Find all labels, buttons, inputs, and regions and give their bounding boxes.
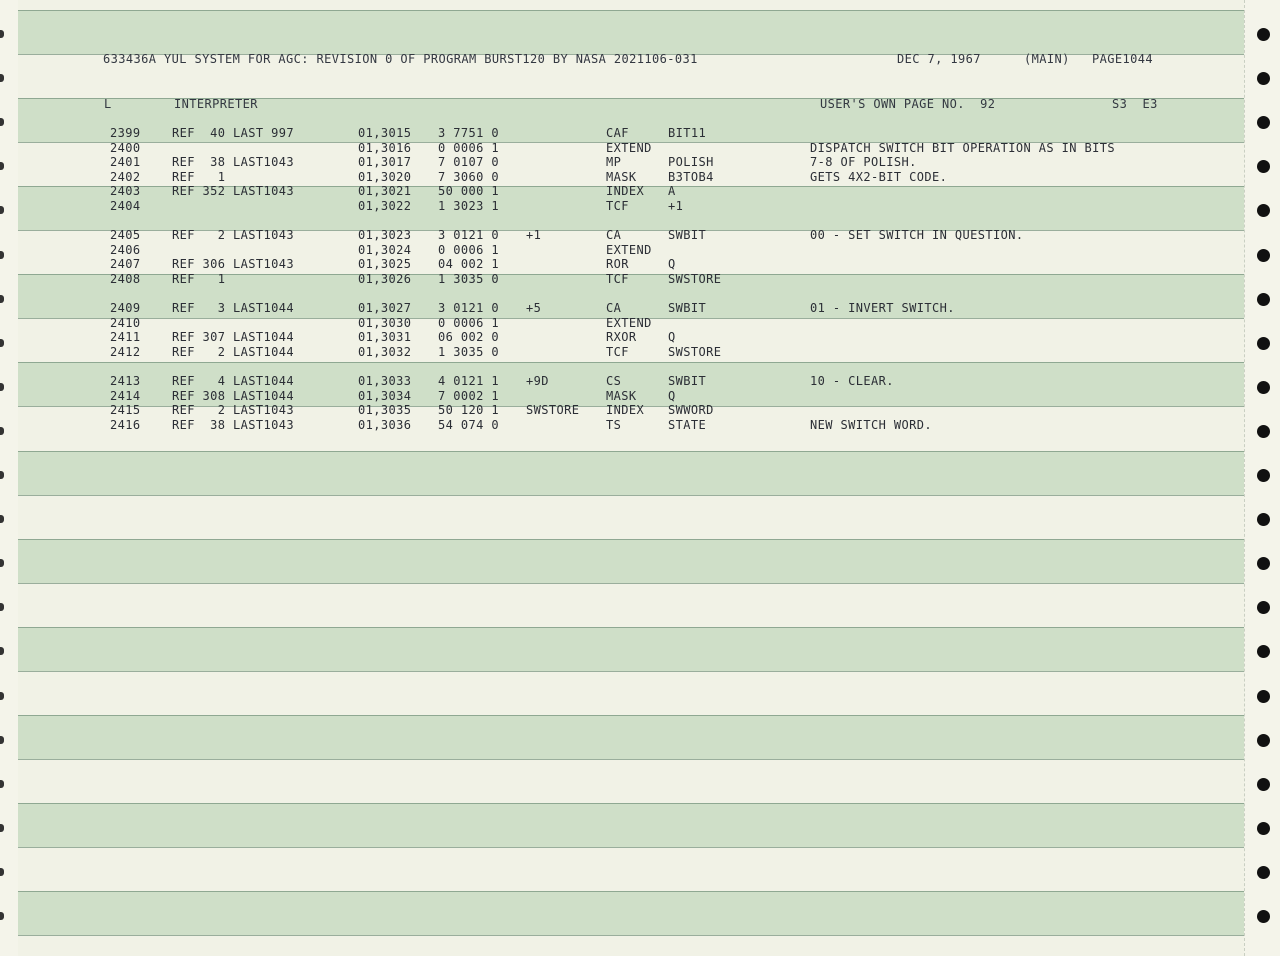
line-number: 2406: [110, 242, 141, 257]
address: 01,3026: [358, 272, 412, 286]
greenbar-band: [18, 803, 1244, 848]
octal-code: 1 3023 1: [438, 199, 499, 213]
operand: POLISH: [668, 155, 714, 170]
line-number: 2411: [110, 330, 141, 345]
section-title: INTERPRETER: [174, 97, 258, 111]
greenbar-band: [18, 627, 1244, 672]
line-number: 2399: [110, 126, 141, 140]
location-label: +9D: [526, 374, 549, 389]
operand: A: [668, 184, 676, 199]
opcode: MP: [606, 155, 622, 170]
band-rule: [18, 935, 1244, 936]
opcode: RXOR: [606, 330, 637, 345]
address: 01,3020: [358, 169, 412, 184]
operand: BIT11: [668, 126, 707, 140]
line-number: 2412: [110, 345, 141, 359]
opcode: MASK: [606, 388, 637, 403]
address: 01,3030: [358, 315, 412, 330]
listing-row: [0, 345, 1280, 360]
ref-field: REF 308 LAST1044: [172, 388, 294, 403]
line-number: 2408: [110, 272, 141, 286]
sprocket-hole: [1257, 513, 1270, 526]
job-header: 633436A YUL SYSTEM FOR AGC: REVISION 0 OF PROGRAM BURST120 BY NASA 2021106-031: [103, 52, 698, 66]
log-letter: L: [104, 97, 112, 111]
address: 01,3034: [358, 388, 412, 403]
listing-row: [0, 316, 1280, 331]
address: 01,3015: [358, 126, 412, 140]
address: 01,3032: [358, 345, 412, 359]
operand: SWBIT: [668, 374, 707, 389]
address: 01,3031: [358, 330, 412, 345]
listing-row: [0, 228, 1280, 243]
listing-row: [0, 330, 1280, 345]
ref-field: REF 307 LAST1044: [172, 330, 294, 345]
greenbar-band: [18, 891, 1244, 936]
greenbar-band: [18, 539, 1244, 584]
ref-field: REF 40 LAST 997: [172, 126, 294, 140]
band-rule: [18, 495, 1244, 496]
ref-field: REF 306 LAST1043: [172, 257, 294, 272]
operand: SWSTORE: [668, 345, 722, 359]
address: 01,3025: [358, 257, 412, 272]
octal-code: 4 0121 1: [438, 374, 499, 389]
opcode: EXTEND: [606, 315, 652, 330]
listing-row: [0, 374, 1280, 389]
opcode: INDEX: [606, 403, 645, 418]
octal-code: 50 120 1: [438, 403, 499, 418]
operand: Q: [668, 388, 676, 403]
line-number: 2414: [110, 388, 141, 403]
comment: 00 - SET SWITCH IN QUESTION.: [810, 228, 1024, 243]
listing-row: [0, 170, 1280, 185]
octal-code: 54 074 0: [438, 418, 499, 432]
octal-code: 3 0121 0: [438, 228, 499, 243]
opcode: INDEX: [606, 184, 645, 199]
address: 01,3027: [358, 301, 412, 316]
address: 01,3021: [358, 184, 412, 199]
line-number: 2401: [110, 155, 141, 170]
opcode: CA: [606, 301, 622, 316]
line-number: 2402: [110, 169, 141, 184]
listing-row: [0, 301, 1280, 316]
octal-code: 50 000 1: [438, 184, 499, 199]
ref-field: REF 352 LAST1043: [172, 184, 294, 199]
band-rule: [18, 759, 1244, 760]
octal-code: 7 3060 0: [438, 169, 499, 184]
greenbar-band: [18, 715, 1244, 760]
comment: NEW SWITCH WORD.: [810, 418, 932, 432]
octal-code: 0 0006 1: [438, 140, 499, 155]
section-codes: S3 E3: [1112, 97, 1158, 111]
ref-field: REF 1: [172, 169, 226, 184]
operand: Q: [668, 257, 676, 272]
edge-perforation: [0, 692, 4, 700]
octal-code: 0 0006 1: [438, 315, 499, 330]
line-number: 2413: [110, 374, 141, 389]
octal-code: 7 0107 0: [438, 155, 499, 170]
sprocket-hole: [1257, 72, 1270, 85]
listing-row: [0, 199, 1280, 214]
opcode: CAF: [606, 126, 629, 140]
operand: B3TOB4: [668, 169, 714, 184]
opcode: TCF: [606, 199, 629, 213]
sprocket-hole: [1257, 690, 1270, 703]
address: 01,3033: [358, 374, 412, 389]
opcode: EXTEND: [606, 140, 652, 155]
address: 01,3036: [358, 418, 412, 432]
operand: +1: [668, 199, 684, 213]
location-label: +5: [526, 301, 542, 316]
opcode: TCF: [606, 272, 629, 286]
octal-code: 0 0006 1: [438, 242, 499, 257]
octal-code: 1 3035 0: [438, 345, 499, 359]
operand: Q: [668, 330, 676, 345]
listing-row: [0, 257, 1280, 272]
address: 01,3017: [358, 155, 412, 170]
ref-field: REF 1: [172, 272, 226, 286]
line-number: 2409: [110, 301, 141, 316]
listing-row: [0, 243, 1280, 258]
location-label: SWSTORE: [526, 403, 580, 418]
sprocket-hole: [1257, 469, 1270, 482]
operand: SWSTORE: [668, 272, 722, 286]
users-page-number: USER'S OWN PAGE NO. 92: [820, 97, 996, 111]
opcode: EXTEND: [606, 242, 652, 257]
location-label: +1: [526, 228, 542, 243]
ref-field: REF 38 LAST1043: [172, 155, 294, 170]
main-label: (MAIN): [1024, 52, 1070, 66]
edge-perforation: [0, 780, 4, 788]
operand: STATE: [668, 418, 707, 432]
opcode: CA: [606, 228, 622, 243]
edge-perforation: [0, 868, 4, 876]
comment: 10 - CLEAR.: [810, 374, 894, 389]
listing-row: [0, 126, 1280, 141]
address: 01,3023: [358, 228, 412, 243]
octal-code: 3 7751 0: [438, 126, 499, 140]
edge-perforation: [0, 824, 4, 832]
address: 01,3022: [358, 199, 412, 213]
sprocket-hole: [1257, 866, 1270, 879]
band-rule: [18, 847, 1244, 848]
sprocket-hole: [1257, 910, 1270, 923]
opcode: ROR: [606, 257, 629, 272]
octal-code: 06 002 0: [438, 330, 499, 345]
listing-row: [0, 360, 1280, 375]
listing-row: [0, 155, 1280, 170]
greenbar-band: [18, 10, 1244, 55]
address: 01,3024: [358, 242, 412, 257]
octal-code: 7 0002 1: [438, 388, 499, 403]
band-rule: [18, 583, 1244, 584]
listing-row: [0, 287, 1280, 302]
edge-perforation: [0, 736, 4, 744]
listing-date: DEC 7, 1967: [897, 52, 981, 66]
sprocket-hole: [1257, 734, 1270, 747]
listing-row: [0, 272, 1280, 287]
listing-row: [0, 403, 1280, 418]
comment: 7-8 OF POLISH.: [810, 155, 917, 170]
line-number: 2404: [110, 199, 141, 213]
octal-code: 04 002 1: [438, 257, 499, 272]
opcode: TCF: [606, 345, 629, 359]
comment: DISPATCH SWITCH BIT OPERATION AS IN BITS: [810, 140, 1115, 155]
octal-code: 3 0121 0: [438, 301, 499, 316]
page-number: PAGE1044: [1092, 52, 1153, 66]
line-number: 2407: [110, 257, 141, 272]
operand: SWBIT: [668, 301, 707, 316]
greenbar-band: [18, 451, 1244, 496]
opcode: CS: [606, 374, 622, 389]
comment: GETS 4X2-BIT CODE.: [810, 169, 948, 184]
ref-field: REF 3 LAST1044: [172, 301, 294, 316]
line-number: 2410: [110, 315, 141, 330]
octal-code: 1 3035 0: [438, 272, 499, 286]
edge-perforation: [0, 471, 4, 479]
ref-field: REF 2 LAST1043: [172, 228, 294, 243]
ref-field: REF 38 LAST1043: [172, 418, 294, 432]
address: 01,3016: [358, 140, 412, 155]
line-number: 2403: [110, 184, 141, 199]
listing-row: [0, 214, 1280, 229]
comment: 01 - INVERT SWITCH.: [810, 301, 955, 316]
line-number: 2416: [110, 418, 141, 432]
address: 01,3035: [358, 403, 412, 418]
operand: SWWORD: [668, 403, 714, 418]
listing-row: [0, 418, 1280, 433]
line-number: 2415: [110, 403, 141, 418]
opcode: TS: [606, 418, 622, 432]
sprocket-hole: [1257, 28, 1270, 41]
operand: SWBIT: [668, 228, 707, 243]
edge-perforation: [0, 30, 4, 38]
listing-row: [0, 141, 1280, 156]
sprocket-hole: [1257, 778, 1270, 791]
opcode: MASK: [606, 169, 637, 184]
band-rule: [18, 671, 1244, 672]
ref-field: REF 4 LAST1044: [172, 374, 294, 389]
listing-row: [0, 184, 1280, 199]
line-number: 2405: [110, 228, 141, 243]
ref-field: REF 2 LAST1043: [172, 403, 294, 418]
listing-row: [0, 389, 1280, 404]
sprocket-hole: [1257, 822, 1270, 835]
edge-perforation: [0, 912, 4, 920]
line-number: 2400: [110, 140, 141, 155]
ref-field: REF 2 LAST1044: [172, 345, 294, 359]
